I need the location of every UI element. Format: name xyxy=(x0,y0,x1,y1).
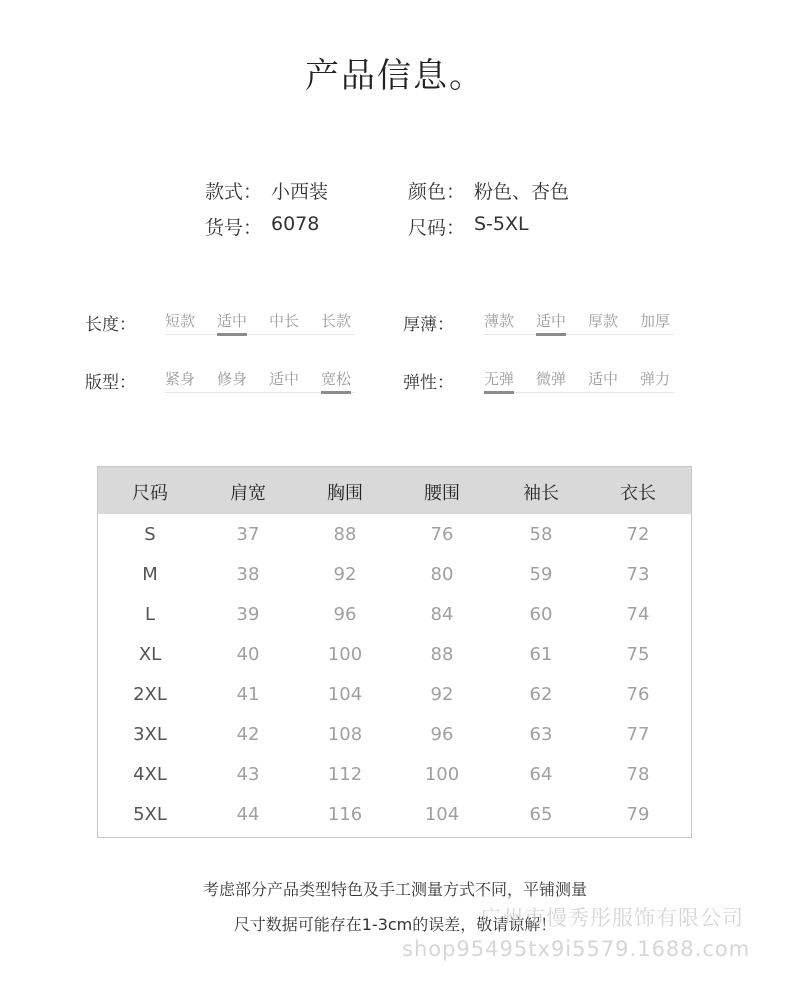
info-style xyxy=(205,177,385,203)
option-medium-selected: 适中 xyxy=(536,312,567,330)
option-long: 长款 xyxy=(321,312,352,330)
option-loose-selected: 宽松 xyxy=(321,370,352,388)
cell-bust: 96 xyxy=(333,604,357,625)
attr-fit-label: 版型： xyxy=(85,373,136,393)
cell-waist: 80 xyxy=(430,564,454,585)
cell-shoulder: 44 xyxy=(236,804,260,825)
table-row xyxy=(98,796,691,836)
cell-bust: 116 xyxy=(327,804,363,825)
cell-waist: 100 xyxy=(424,764,460,785)
divider xyxy=(484,334,674,335)
option-extra-thick: 加厚 xyxy=(640,312,671,330)
cell-sleeve: 58 xyxy=(529,524,553,545)
table-row xyxy=(98,516,691,556)
option-medium-selected: 适中 xyxy=(217,312,248,330)
info-size xyxy=(408,213,608,239)
info-color xyxy=(408,177,608,203)
watermark-company: 广州市慢秀彤服饰有限公司 xyxy=(480,906,744,930)
cell-bust: 104 xyxy=(327,684,363,705)
attr-length-options xyxy=(165,310,355,340)
item-no-label: 货号： xyxy=(205,217,263,239)
cell-waist: 96 xyxy=(430,724,454,745)
cell-length: 75 xyxy=(626,644,650,665)
cell-waist: 88 xyxy=(430,644,454,665)
cell-bust: 92 xyxy=(333,564,357,585)
cell-bust: 88 xyxy=(333,524,357,545)
cell-size: 3XL xyxy=(133,724,167,745)
option-stretch: 弹力 xyxy=(640,370,671,388)
option-mid-long: 中长 xyxy=(269,312,300,330)
table-row xyxy=(98,636,691,676)
header-sleeve: 袖长 xyxy=(523,483,559,504)
option-tight: 紧身 xyxy=(165,370,196,388)
cell-sleeve: 59 xyxy=(529,564,553,585)
header-size: 尺码 xyxy=(132,483,168,504)
cell-size: XL xyxy=(138,644,162,665)
cell-length: 78 xyxy=(626,764,650,785)
attr-length-label: 长度： xyxy=(85,315,136,335)
divider xyxy=(165,334,355,335)
cell-length: 77 xyxy=(626,724,650,745)
cell-waist: 76 xyxy=(430,524,454,545)
cell-sleeve: 61 xyxy=(529,644,553,665)
size-value: S-5XL xyxy=(474,213,529,235)
cell-sleeve: 64 xyxy=(529,764,553,785)
page-title: 产品信息。 xyxy=(305,56,485,96)
header-length: 衣长 xyxy=(620,483,656,504)
size-table xyxy=(97,466,692,838)
option-no-stretch-selected: 无弹 xyxy=(484,370,515,388)
style-value: 小西装 xyxy=(271,181,329,203)
cell-bust: 112 xyxy=(327,764,363,785)
table-header xyxy=(98,467,691,514)
cell-size: M xyxy=(142,564,158,585)
cell-shoulder: 41 xyxy=(236,684,260,705)
option-medium-stretch: 适中 xyxy=(588,370,619,388)
cell-size: L xyxy=(144,604,156,625)
cell-size: 5XL xyxy=(133,804,167,825)
cell-bust: 100 xyxy=(327,644,363,665)
cell-length: 79 xyxy=(626,804,650,825)
table-row xyxy=(98,676,691,716)
header-shoulder: 肩宽 xyxy=(230,483,266,504)
option-slim: 修身 xyxy=(217,370,248,388)
cell-length: 73 xyxy=(626,564,650,585)
cell-size: 4XL xyxy=(133,764,167,785)
cell-waist: 104 xyxy=(424,804,460,825)
watermark-url: shop95495tx9i5579.1688.com xyxy=(402,937,751,961)
cell-shoulder: 38 xyxy=(236,564,260,585)
table-row xyxy=(98,556,691,596)
cell-sleeve: 60 xyxy=(529,604,553,625)
option-thin: 薄款 xyxy=(484,312,515,330)
cell-size: 2XL xyxy=(133,684,167,705)
color-value: 粉色、杏色 xyxy=(474,181,570,203)
attr-thickness-label: 厚薄： xyxy=(403,315,454,335)
attr-thickness-options xyxy=(484,310,674,340)
cell-shoulder: 39 xyxy=(236,604,260,625)
cell-length: 74 xyxy=(626,604,650,625)
cell-shoulder: 40 xyxy=(236,644,260,665)
attr-elasticity-label: 弹性： xyxy=(403,373,454,393)
cell-sleeve: 62 xyxy=(529,684,553,705)
cell-shoulder: 42 xyxy=(236,724,260,745)
table-row xyxy=(98,596,691,636)
item-no-value: 6078 xyxy=(271,213,320,235)
measurement-note-line-2: 尺寸数据可能存在1-3cm的误差，敬请谅解！ xyxy=(233,915,557,934)
style-label: 款式： xyxy=(205,181,263,203)
option-slight-stretch: 微弹 xyxy=(536,370,567,388)
size-label: 尺码： xyxy=(408,217,466,239)
option-regular: 适中 xyxy=(269,370,300,388)
cell-waist: 84 xyxy=(430,604,454,625)
option-short: 短款 xyxy=(165,312,196,330)
cell-shoulder: 37 xyxy=(236,524,260,545)
header-bust: 胸围 xyxy=(327,483,363,504)
attr-fit-options xyxy=(165,368,355,398)
cell-waist: 92 xyxy=(430,684,454,705)
option-thick: 厚款 xyxy=(588,312,619,330)
cell-size: S xyxy=(144,524,156,545)
cell-length: 76 xyxy=(626,684,650,705)
cell-sleeve: 65 xyxy=(529,804,553,825)
table-row xyxy=(98,756,691,796)
color-label: 颜色： xyxy=(408,181,466,203)
cell-length: 72 xyxy=(626,524,650,545)
attr-elasticity-options xyxy=(484,368,674,398)
cell-shoulder: 43 xyxy=(236,764,260,785)
cell-sleeve: 63 xyxy=(529,724,553,745)
info-item-no xyxy=(205,213,385,239)
header-waist: 腰围 xyxy=(424,483,460,504)
table-row xyxy=(98,716,691,756)
cell-bust: 108 xyxy=(327,724,363,745)
measurement-note-line-1: 考虑部分产品类型特色及手工测量方式不同，平铺测量 xyxy=(202,880,587,899)
